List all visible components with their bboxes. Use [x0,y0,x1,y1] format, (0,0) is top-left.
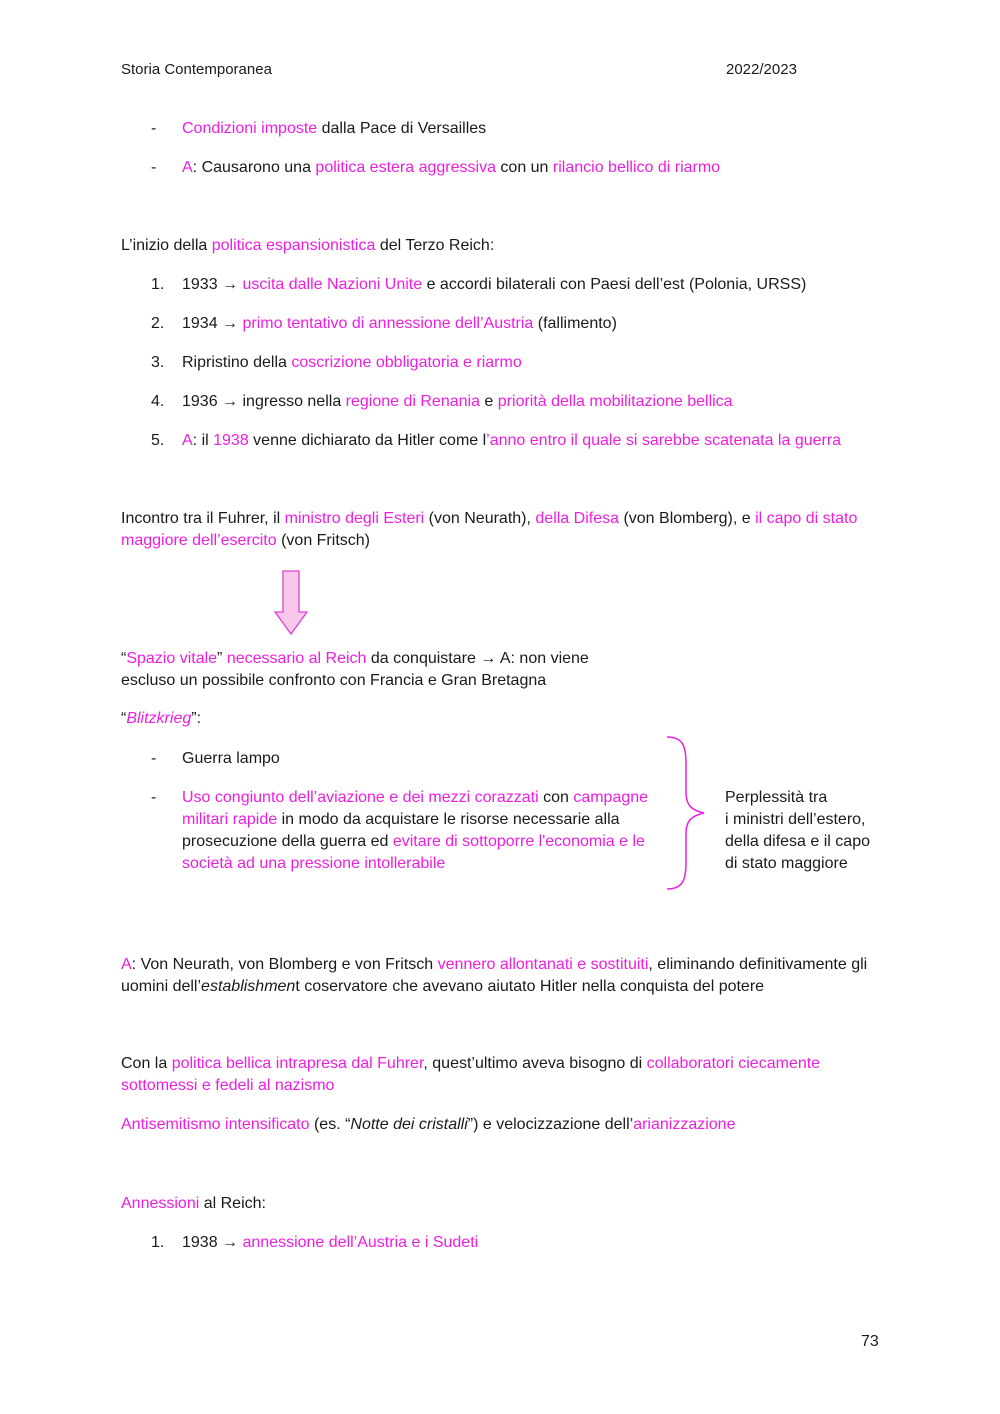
text-run: con un [495,159,553,176]
page-number: 73 [861,1333,879,1350]
text-run: venne dichiarato da Hitler come l [248,432,487,449]
text-run: Notte dei cristalli [350,1116,468,1133]
highlighted-text: collaboratori ciecamente sottomessi e fedeli al nazismo [121,1055,821,1094]
list-number: 5. [151,432,165,449]
highlighted-text: politica bellica intrapresa dal Fuhrer [171,1055,424,1072]
bullet-marker: - [151,750,157,767]
annessioni-title [121,1193,266,1215]
header-year: 2022/2023 [726,61,797,78]
section-intro-espansionismo [121,235,494,257]
highlighted-text: coscrizione obbligatoria e riarmo [291,354,522,371]
list-number: 2. [151,315,165,332]
highlighted-text: rilancio bellico di riarmo [552,159,721,176]
bullet-marker: - [151,159,157,176]
text-run: da conquistare → A: non viene escluso un possibile confronto con Francia e Gran Bretagna [121,650,589,689]
list-item [182,274,806,296]
highlighted-text: Blitzkrieg [126,710,192,727]
spazio-vitale-paragraph [121,648,621,692]
text-run: con [538,789,574,806]
list-item [182,1232,478,1254]
antisemitismo-paragraph [121,1114,735,1136]
text-run: “ [121,710,127,727]
list-item [182,748,280,770]
highlighted-text: A [182,159,193,176]
highlighted-text: politica espansionistica [211,237,376,254]
text-run: 1933 → [182,276,243,293]
highlighted-text: arianizzazione [633,1116,736,1133]
list-number: 1. [151,1234,165,1251]
text-run: “ [121,650,127,667]
highlighted-text: priorità della mobilitazione bellica [497,393,733,410]
text-run: ” [217,650,227,667]
list-item [182,118,486,140]
text-run: 1934 → [182,315,243,332]
text-run: L’inizio della [121,237,212,254]
highlighted-text: annessione dell’Austria e i Sudeti [242,1234,479,1251]
text-run: : Von Neurath, von Blomberg e von Fritsch [131,956,438,973]
highlighted-text: ’anno entro il quale si sarebbe scatenata la guerra [486,432,842,449]
highlighted-text: uscita dalle Nazioni Unite [242,276,423,293]
curly-brace-icon [664,734,708,892]
list-item [182,787,664,875]
text-run: in modo da acquistare le risorse necessarie alla prosecuzione della guerra ed [182,811,620,850]
text-run: del Terzo Reich: [375,237,495,254]
result-paragraph [121,954,891,998]
text-run: establishmen [201,978,296,995]
highlighted-text: 1938 [213,432,249,449]
text-run: t coservatore che avevano aiutato Hitler nella conquista del potere [295,978,765,995]
text-run: , quest’ultimo aveva bisogno di [423,1055,647,1072]
text-run: : Causarono una [192,159,316,176]
highlighted-text: Uso congiunto dell’aviazione e dei mezzi corazzati [182,789,539,806]
highlighted-text: vennero allontanati e sostituiti [437,956,649,973]
list-item [182,313,617,335]
highlighted-text: politica estera aggressiva [315,159,496,176]
perplexity-line: della difesa e il capo [725,833,870,850]
highlighted-text: della Difesa [535,510,619,527]
text-run: (von Neurath), [424,510,536,527]
list-item [182,430,841,452]
bullet-marker: - [151,120,157,137]
text-run: Guerra lampo [182,750,280,767]
text-run: ”: [191,710,202,727]
highlighted-text: Annessioni [121,1195,200,1212]
down-arrow-icon [274,570,308,636]
text-run: , eliminando definitivamente gli uomini dell’ [121,956,868,995]
list-item [182,391,733,413]
text-run: Con la [121,1055,172,1072]
highlighted-text: necessario al Reich [226,650,367,667]
highlighted-text: campagne militari rapide [182,789,649,828]
highlighted-text: Spazio vitale [126,650,218,667]
highlighted-text: A [121,956,132,973]
list-item [182,352,522,374]
text-run: (es. “ [309,1116,351,1133]
text-run: e [479,393,498,410]
bullet-marker: - [151,789,157,806]
text-run: 1938 → [182,1234,243,1251]
text-run: al Reich: [199,1195,266,1212]
text-run: dalla Pace di Versailles [317,120,487,137]
list-item [182,157,720,179]
highlighted-text: A [182,432,193,449]
perplexity-line: di stato maggiore [725,855,848,872]
highlighted-text: primo tentativo di annessione dell’Austria [242,315,534,332]
highlighted-text: evitare di sottoporre l'economia e le società ad una pressione intollerabile [182,833,645,872]
text-run: (fallimento) [533,315,617,332]
perplexity-line: i ministri dell’estero, [725,811,866,828]
highlighted-text: il capo di stato maggiore dell’esercito [121,510,858,549]
politica-paragraph [121,1053,881,1097]
text-run: (von Fritsch) [276,532,370,549]
perplexity-line: Perplessità tra [725,789,828,806]
list-number: 1. [151,276,165,293]
text-run: e accordi bilaterali con Paesi dell’est (Polonia, URSS) [422,276,807,293]
header-course-title: Storia Contemporanea [121,61,272,78]
text-run: 1936 → ingresso nella [182,393,346,410]
highlighted-text: regione di Renania [345,393,480,410]
list-number: 3. [151,354,165,371]
blitzkrieg-title [121,708,201,730]
highlighted-text: Condizioni imposte [182,120,318,137]
text-run: (von Blomberg), e [619,510,756,527]
highlighted-text: Antisemitismo intensificato [121,1116,310,1133]
meeting-paragraph [121,508,881,552]
text-run: Incontro tra il Fuhrer, il [121,510,285,527]
text-run: : il [192,432,214,449]
text-run: ”) e velocizzazione dell’ [467,1116,634,1133]
text-run: Ripristino della [182,354,292,371]
list-number: 4. [151,393,165,410]
highlighted-text: ministro degli Esteri [284,510,425,527]
